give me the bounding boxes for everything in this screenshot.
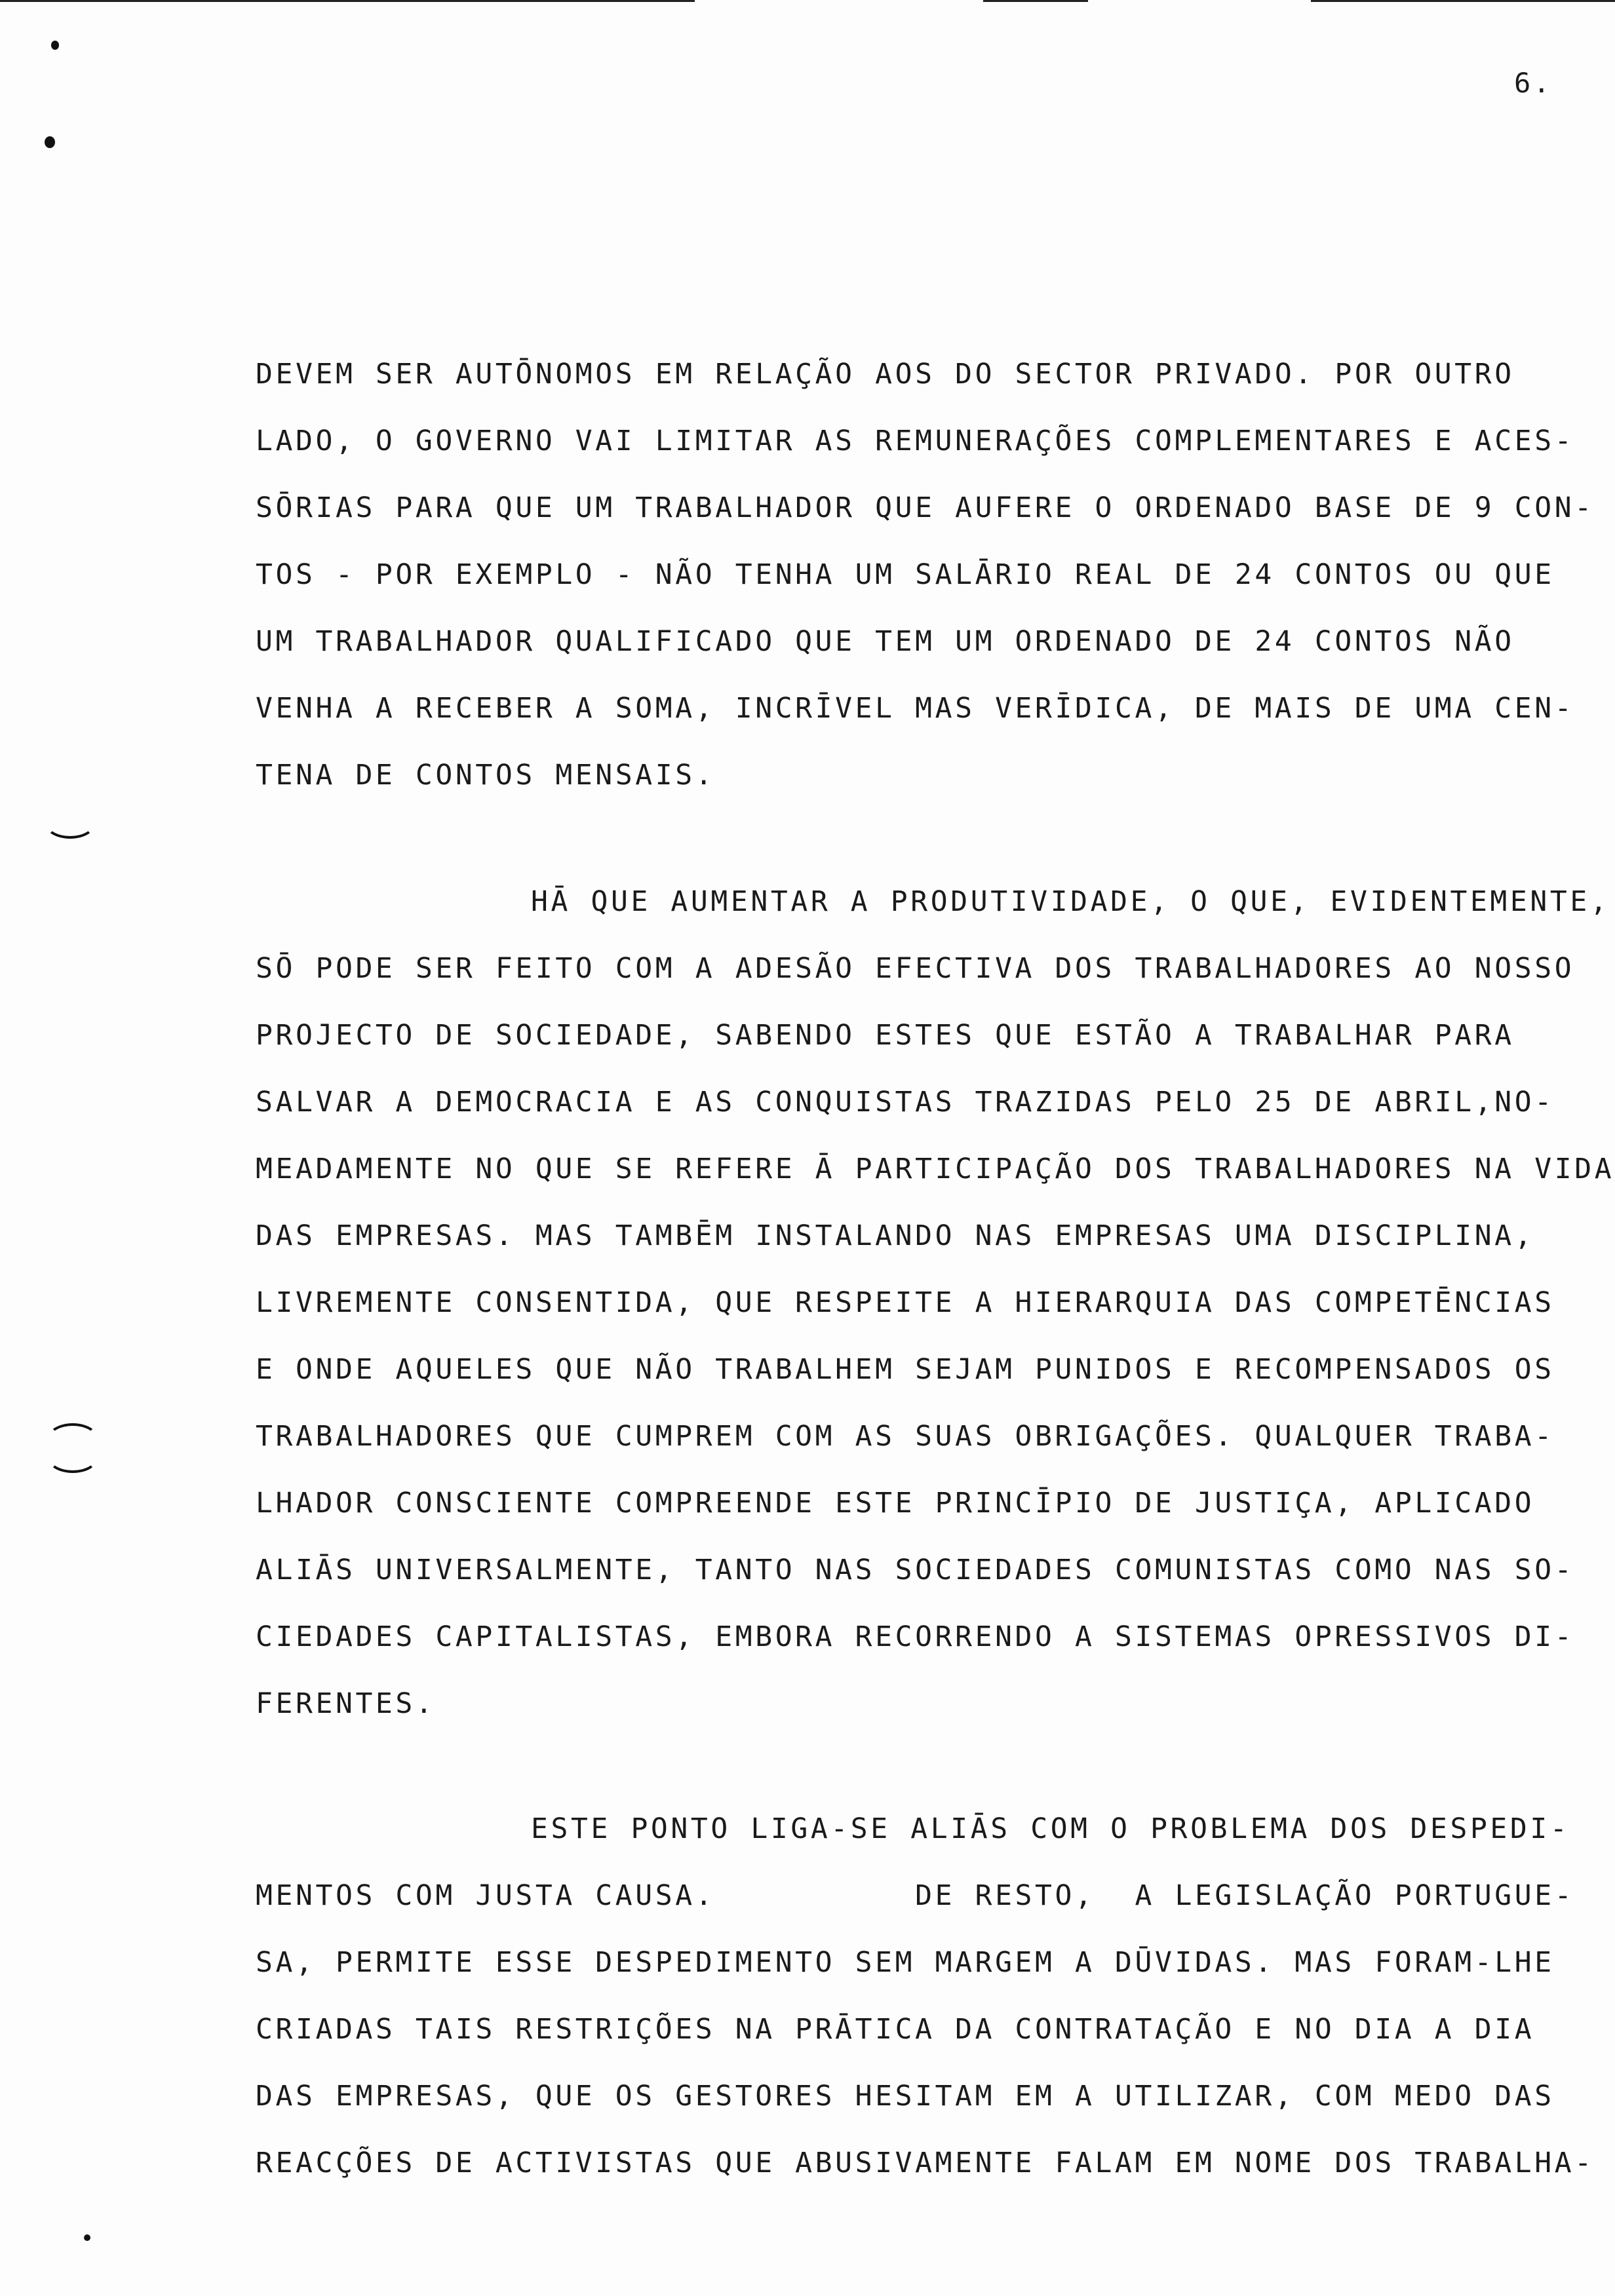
scan-border-line: [1311, 0, 1615, 2]
text-line: TRABALHADORES QUE CUMPREM COM AS SUAS OBRIGAÇÕES. QUALQUER TRABA-: [256, 1420, 1555, 1453]
scan-speck: [45, 136, 55, 148]
text-line: DAS EMPRESAS. MAS TAMBĒM INSTALANDO NAS EMPRESAS UMA DISCIPLINA,: [256, 1219, 1535, 1252]
paragraph-2: [256, 868, 1615, 1737]
text-line: SALVAR A DEMOCRACIA E AS CONQUISTAS TRAZIDAS PELO 25 DE ABRIL,NO-: [256, 1086, 1555, 1119]
text-line: CIEDADES CAPITALISTAS, EMBORA RECORRENDO A SISTEMAS OPRESSIVOS DI-: [256, 1620, 1575, 1653]
text-line: LIVREMENTE CONSENTIDA, QUE RESPEITE A HIERARQUIA DAS COMPETĒNCIAS: [256, 1286, 1555, 1319]
text-line: SŌ PODE SER FEITO COM A ADESÃO EFECTIVA DOS TRABALHADORES AO NOSSO: [256, 952, 1575, 985]
text-line: SA, PERMITE ESSE DESPEDIMENTO SEM MARGEM A DŪVIDAS. MAS FORAM-LHE: [256, 1946, 1555, 1979]
text-line: ESTE PONTO LIGA-SE ALIĀS COM O PROBLEMA DOS DESPEDI-: [531, 1812, 1570, 1845]
paragraph-3: [256, 1795, 1599, 2196]
text-line: MEADAMENTE NO QUE SE REFERE Ā PARTICIPAÇÃO DOS TRABALHADORES NA VIDA: [256, 1153, 1615, 1185]
text-line: E ONDE AQUELES QUE NÃO TRABALHEM SEJAM PUNIDOS E RECOMPENSADOS OS: [256, 1353, 1555, 1386]
text-line: PROJECTO DE SOCIEDADE, SABENDO ESTES QUE ESTÃO A TRABALHAR PARA: [256, 1019, 1515, 1052]
text-line: DEVEM SER AUTŌNOMOS EM RELAÇÃO AOS DO SECTOR PRIVADO. POR OUTRO: [256, 358, 1515, 391]
text-line: TENA DE CONTOS MENSAIS.: [256, 759, 716, 792]
scan-speck: [51, 41, 59, 50]
scan-speck: [84, 2234, 90, 2241]
text-line: MENTOS COM JUSTA CAUSA. DE RESTO, A LEGISLAÇÃO PORTUGUE-: [256, 1879, 1575, 1912]
punch-hole-mark: [47, 1442, 98, 1473]
punch-hole-mark: [45, 807, 96, 839]
scan-border-line: [983, 0, 1088, 2]
text-line: LADO, O GOVERNO VAI LIMITAR AS REMUNERAÇÕES COMPLEMENTARES E ACES-: [256, 425, 1575, 457]
text-line: UM TRABALHADOR QUALIFICADO QUE TEM UM ORDENADO DE 24 CONTOS NÃO: [256, 625, 1515, 658]
scan-border-line: [0, 0, 695, 2]
text-line: REACÇÕES DE ACTIVISTAS QUE ABUSIVAMENTE FALAM EM NOME DOS TRABALHA-: [256, 2147, 1595, 2179]
text-line: LHADOR CONSCIENTE COMPREENDE ESTE PRINCĪPIO DE JUSTIÇA, APLICADO: [256, 1487, 1535, 1520]
text-line: CRIADAS TAIS RESTRIÇÕES NA PRĀTICA DA CONTRATAÇÃO E NO DIA A DIA: [256, 2013, 1535, 2046]
text-line: DAS EMPRESAS, QUE OS GESTORES HESITAM EM A UTILIZAR, COM MEDO DAS: [256, 2080, 1555, 2113]
text-line: HĀ QUE AUMENTAR A PRODUTIVIDADE, O QUE, EVIDENTEMENTE,: [531, 885, 1610, 918]
text-line: VENHA A RECEBER A SOMA, INCRĪVEL MAS VERĪDICA, DE MAIS DE UMA CEN-: [256, 692, 1575, 725]
text-line: ALIĀS UNIVERSALMENTE, TANTO NAS SOCIEDADES COMUNISTAS COMO NAS SO-: [256, 1554, 1575, 1586]
page-number: 6.: [1514, 67, 1553, 99]
text-line: SŌRIAS PARA QUE UM TRABALHADOR QUE AUFERE O ORDENADO BASE DE 9 CON-: [256, 491, 1595, 524]
text-line: FERENTES.: [256, 1687, 436, 1720]
text-line: TOS - POR EXEMPLO - NÃO TENHA UM SALĀRIO REAL DE 24 CONTOS OU QUE: [256, 558, 1555, 591]
paragraph-1: [256, 341, 1599, 809]
